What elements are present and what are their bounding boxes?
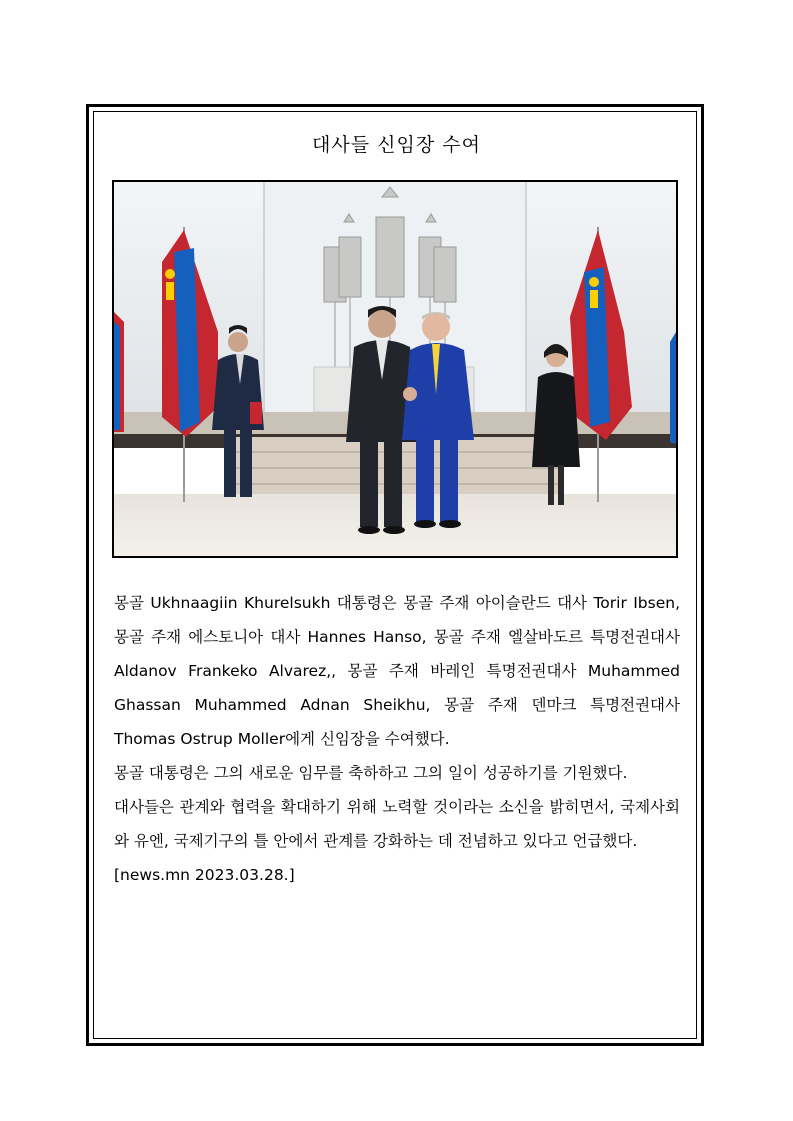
source-citation: [news.mn 2023.03.28.] xyxy=(114,866,295,884)
ceremony-photo-icon xyxy=(114,182,676,556)
article-body xyxy=(114,586,680,892)
paragraph-3: 대사들은 관계와 협력을 확대하기 위해 노력할 것이라는 소신을 밝히면서, 국제사회와 유엔, 국제기구의 틀 안에서 관계를 강화하는 데 전념하고 있다고 언급했다. xyxy=(114,798,680,850)
paragraph-1: 몽골 Ukhnaagiin Khurelsukh 대통령은 몽골 주재 아이슬란드 대사 Torir Ibsen, 몽골 주재 에스토니아 대사 Hannes Hanso, 몽골 주재 엘살바도르 특명전권대사 Aldanov Frankeko Alvarez,, 몽골 주재 바레인 특명전권대사 Muhammed Ghassan Muhammed Adnan Sheikhu, 몽골 주재 덴마크 특명전권대사 Thomas Ostrup Moller에게 신임장을 수여했다. xyxy=(114,594,680,748)
ceremony-photo xyxy=(112,180,678,558)
paragraph-2: 몽골 대통령은 그의 새로운 임무를 축하하고 그의 일이 성공하기를 기원했다. xyxy=(114,764,628,782)
handshake xyxy=(403,387,417,401)
flag-right-edge xyxy=(670,332,676,444)
flag-left-edge xyxy=(114,312,124,432)
document-title: 대사들 신임장 수여 xyxy=(312,134,481,156)
